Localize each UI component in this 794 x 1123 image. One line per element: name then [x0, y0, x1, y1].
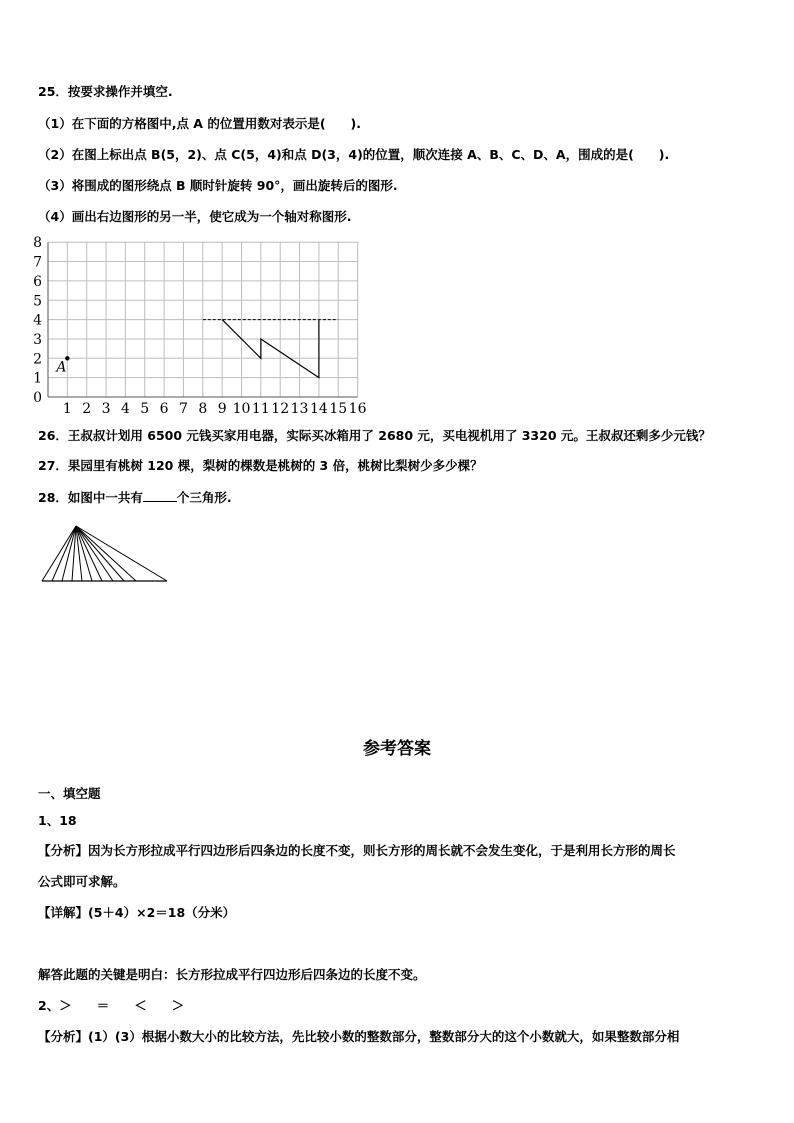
- fan-ray: [76, 526, 124, 581]
- fan-ray: [76, 526, 136, 581]
- x-tick-label: 6: [159, 401, 169, 417]
- q25-part4: （4）画出右边图形的另一半，使它成为一个轴对称图形.: [38, 209, 352, 224]
- x-tick-label: 3: [101, 401, 111, 417]
- q28-text-b: 个三角形.: [176, 490, 232, 505]
- q28-text: [38, 489, 232, 506]
- x-tick-label: 12: [271, 401, 290, 417]
- q25-title: 25．按要求操作并填空.: [38, 84, 173, 99]
- x-tick-label: 16: [348, 401, 367, 417]
- x-tick-label: 8: [198, 401, 208, 417]
- q27-text: 27．果园里有桃树 120 棵，梨树的棵数是桃树的 3 倍，桃树比梨树少多少棵？: [38, 458, 483, 473]
- x-tick-label: 10: [232, 401, 251, 417]
- answer-2-number: 2、＞ ＝ ＜ ＞: [38, 998, 185, 1013]
- answer-1-key: 解答此题的关键是明白：长方形拉成平行四边形后四条边的长度不变。: [38, 967, 426, 982]
- section-heading: 一、填空题: [38, 786, 101, 801]
- x-tick-label: 7: [178, 401, 188, 417]
- y-tick-label: 5: [33, 293, 42, 310]
- fan-ray: [42, 526, 76, 581]
- x-tick-label: 4: [120, 401, 130, 417]
- y-tick-label: 2: [33, 351, 42, 368]
- y-tick-label: 1: [33, 370, 42, 387]
- q28-text-a: 28．如图中一共有: [38, 490, 143, 505]
- answer-blank: [143, 489, 177, 502]
- x-tick-label: 14: [309, 401, 328, 417]
- y-tick-label: 7: [33, 254, 42, 271]
- answer-1-analysis-line1: 【分析】因为长方形拉成平行四边形后四条边的长度不变，则长方形的周长就不会发生变化，于是利用长方形的周长: [38, 843, 676, 858]
- grid-shape: [54, 320, 338, 378]
- q25-part3: （3）将围成的图形绕点 B 顺时针旋转 90°，画出旋转后的图形.: [38, 178, 398, 193]
- answer-1-detail: 【详解】(5＋4）×2＝18（分米）: [38, 905, 236, 920]
- x-tick-label: 2: [82, 401, 92, 417]
- answer-2-analysis: 【分析】(1）(3）根据小数大小的比较方法，先比较小数的整数部分，整数部分大的这个小数就大，如果整数部分相: [38, 1029, 680, 1044]
- y-tick-label: 4: [33, 312, 42, 329]
- answer-1-analysis-line2: 公式即可求解。: [38, 874, 126, 889]
- y-tick-label: 3: [33, 331, 42, 348]
- y-tick-label: 6: [33, 273, 42, 290]
- x-tick-label: 1: [62, 401, 72, 417]
- q26-text: 26．王叔叔计划用 6500 元钱买家用电器，实际买冰箱用了 2680 元，买电视机用了 3320 元。王叔叔还剩多少元钱？: [38, 428, 711, 443]
- x-tick-label: 9: [217, 401, 227, 417]
- answer-1-number: 1、18: [38, 813, 77, 828]
- y-tick-label: 8: [33, 235, 42, 252]
- grid-labels: [33, 235, 367, 417]
- x-tick-label: 13: [290, 401, 309, 417]
- x-tick-label: 11: [251, 401, 270, 417]
- x-tick-label: 5: [140, 401, 150, 417]
- x-tick-label: 15: [329, 401, 348, 417]
- half-shape: [222, 320, 319, 378]
- triangle-fan-figure: [42, 526, 167, 581]
- answers-heading: 参考答案: [363, 739, 431, 759]
- point-a-label: A: [56, 359, 67, 376]
- q25-part1: （1）在下面的方格图中,点 A 的位置用数对表示是( ).: [38, 116, 361, 131]
- y-tick-label: 0: [33, 390, 42, 406]
- q25-part2: （2）在图上标出点 B(5，2)、点 C(5，4)和点 D(3，4)的位置，顺次连接 A、B、C、D、A，围成的是( ).: [38, 147, 670, 162]
